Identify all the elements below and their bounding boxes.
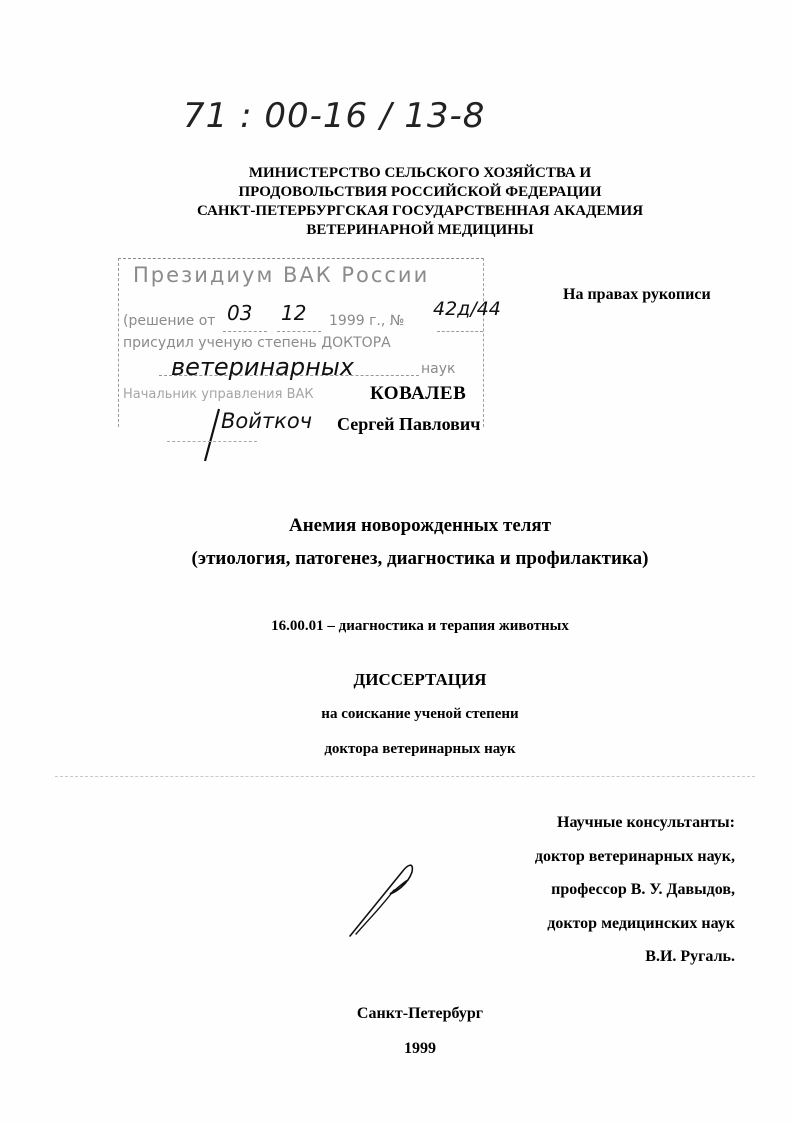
stamp-decision-label: (решение от [123,313,216,329]
consultant-1-degree: доктор ветеринарных наук, [534,847,735,865]
stamp-field-suffix: наук [421,361,456,377]
author-signature [344,860,434,940]
archive-code-handwritten: 71 : 00-16 / 13-8 [183,96,486,136]
stamp-awarded: присудил ученую степень ДОКТОРА [123,335,391,351]
ministry-header [120,164,720,240]
author-name: Сергей Павлович [337,414,481,434]
stamp-month: 12 [281,301,307,325]
degree-line-1: на соискание ученой степени [321,706,519,722]
author-surname: КОВАЛЕВ [370,383,467,404]
consultants-heading: Научные консультанты: [557,814,735,831]
stamp-field-handwritten: ветеринарных [171,353,354,381]
stamp-signature: Войткоч [221,409,313,433]
academy-line-2: ВЕТЕРИНАРНОЙ МЕДИЦИНЫ [306,222,534,238]
ministry-line-2: ПРОДОВОЛЬСТВИЯ РОССИЙСКОЙ ФЕДЕРАЦИИ [238,184,602,200]
consultant-2-name: В.И. Ругаль. [645,948,735,965]
manuscript-rights: На правах рукописи [563,286,711,303]
stamp-number: 42д/44 [433,298,501,320]
year: 1999 [404,1040,436,1057]
consultant-2-degree: доктор медицинских наук [547,914,735,932]
stamp-year-suffix: 1999 г., № [329,313,405,329]
specialty-code: 16.00.01 – диагностика и терапия животных [271,618,569,634]
stamp-title: Президиум ВАК России [133,263,430,287]
scan-fold-line [55,776,755,777]
academy-line-1: САНКТ-ПЕТЕРБУРГСКАЯ ГОСУДАРСТВЕННАЯ АКАДЕМИЯ [196,203,644,219]
degree-line-2: доктора ветеринарных наук [324,741,516,757]
dissertation-title-line-1: Анемия новорожденных телят [288,515,552,536]
ministry-line-1: МИНИСТЕРСТВО СЕЛЬСКОГО ХОЗЯЙСТВА И [248,165,592,181]
scientific-consultants [535,806,735,974]
document-type: ДИССЕРТАЦИЯ [353,670,487,689]
stamp-day: 03 [227,301,253,325]
stamp-head-label: Начальник управления ВАК [123,387,314,402]
consultant-1-name: профессор В. У. Давыдов, [551,881,735,898]
dissertation-title-line-2: (этиология, патогенез, диагностика и профилактика) [191,548,649,569]
city: Санкт-Петербург [356,1005,484,1022]
